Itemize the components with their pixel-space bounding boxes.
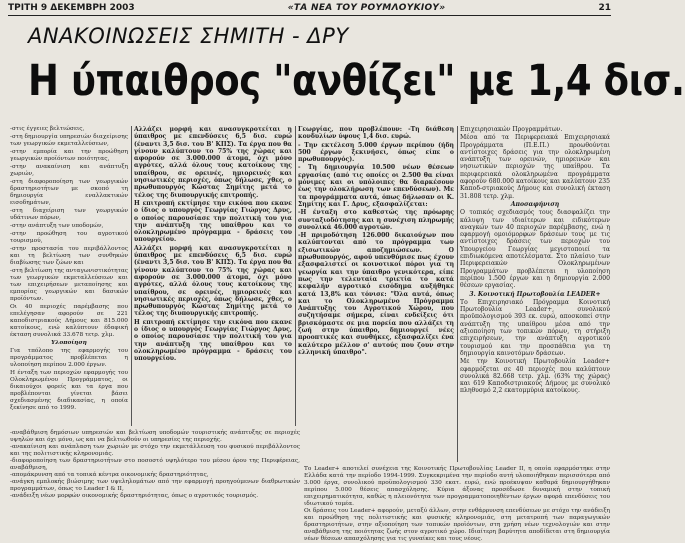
subheading: Υλοποίηση xyxy=(51,340,87,346)
paragraph: -ανάδειξη νέων μορφών οικονομικής δραστηριότητας, όπως ο αγροτικός τουρισμός. xyxy=(10,493,259,499)
paragraph: Η επιτροπή εκτίμησε την εικόνα που εκανε ο ίδιος ο υπουργός Γεωργίας Γιώργος Δρυς, ο οποίος παρουσίασε την πολιτική του για την ανάπτυξη της υπαίθρου και το ολοκληρωμένο πρόγραμμα - δράσεις του υπουργείου. xyxy=(134,318,292,363)
column-divider xyxy=(295,126,296,426)
paragraph: -αναβάθμιση δημόσιων υπηρεσιών και βελτίωση υποδομών τουριστικής ανάπτυξης σε περιοχές υψηλών και όχι μόνο, ως και να βελτιωθούν οι υπηρεσίες της περιοχής. xyxy=(10,430,300,443)
paragraph: Η ένταξη των περιοχών εφαρμογής του Ολοκληρωμένου Προγράμματος, οι δικαιούχοι φορείς και τα έργα που προβλέπονται γίνεται βάσει σχεδιασμένης διαδικασίας, η οποία ξεκίνησε από το 1999. xyxy=(10,370,128,411)
paragraph: - Την εκτέλεση 5.000 έργων περίπου (ήδη 500 έργων ξεκινήσει, όπως είπε ο πρωθυπουργός). xyxy=(298,141,454,164)
issue-date: ΤΡΙΤΗ 9 ΔΕΚΕΜΒΡΗ 2003 xyxy=(8,3,135,13)
paragraph: Το Leader+ αποτελεί συνέχεια της Κοινοτικής Πρωτοβουλίας Leader II, η οποία εφαρμόστηκε στην Ελλάδα κατά την περίοδο 1994-1999. Συγκεκριμένα την περίοδο αυτή υλοποιήθηκαν περισσότερα από 3.000 έργα, συνολικού προϋπολογισμού 330 εκατ. ευρώ, ενώ προέκυψαν καθαρά δημιουργήθηκαν περίπου 5.000 θέσεις απασχόλησης. Κύρια άξονας προσέδωσε δυναμική στην τοπική επιχειρηματικότητα, καθώς η πλειονότητα των προγραμματοποιηθέντων έργων αφορά επενδύσεις του ιδιωτικού τομέα. xyxy=(304,466,610,507)
newspaper-name: «ΤΑ ΝΕΑ ΤΟΥ ΡΟΥΜΛΟΥΚΙΟΥ» xyxy=(287,3,446,13)
paragraph: -ανάγκη εμπλοκής βιώσιμης των υψεληλομάτων από την εφαρμογή προηγούμενων διαθρωτικών προγραμμάτων, όπως το Leader I & II, xyxy=(10,479,300,492)
paragraph: Αλλάζει μορφή και ανασυγκροτείται η ύπαιθρος με επενδύσεις 6,5 δισ. ευρώ (έναντι 3,5 δισ. του Β' ΚΠΣ). Τα έργα που θα γίνουν καλύπτουν το 75% της χώρας και αφορούν σε 3.000.000 άτομα, όχι μόνο αγρότες, αλλά όλους τους κατοίκους της υπαίθρου, σε ορεινές, ημιορεινές και νησιωτικές περιοχές, όπως δήλωσε, χθες, ο πρωθυπουργός Κώστας Σημίτης μετά το τέλος της διυπουργικής επιτροπής. xyxy=(134,126,292,199)
text-column-2 xyxy=(134,126,292,426)
text-column-1 xyxy=(10,126,128,426)
paragraph: - Τη δημιουργία 10.500 νέων θέσεων εργασίας (από τις οποίες οι 2.500 θα είναι μόνιμες και οι υπόλοιπες θα διαρκέσουν έως την ολοκλήρωση των επενδύσεων). Με τα προγράμματα αυτά, όπως δήλωσαν οι Κ. Σημίτης και Γ. Δρυς, εξασφαλίζεται: xyxy=(298,164,454,208)
column-divider xyxy=(457,126,458,462)
paragraph: Γεωργίας, που προβλέπουν: -Τη διάθεση κονδυλίων ύψους 1,4 δισ. ευρώ. xyxy=(298,126,454,141)
paragraph: Το Επιχειρησιακό Πρόγραμμα Κοινοτική Πρωτοβουλία Leader+, συνολικού προϋπολογισμού 393 εκ. ευρώ, αποσκοπεί στην ανάπτυξη της υπαίθρου μέσα από την αξιοποίηση των τοπικών πόρων, τη στήριξη επιχειρήσεων, την ανάπτυξη αγροτικού τουρισμού και την προσπάθεια για τη δημιουργία καινοτόμων δράσεων. xyxy=(460,298,610,357)
paragraph: Οι δράσεις του Leader+ αφορούν, μεταξύ άλλων, στην ενθάρρυνση επενδύσεων με στόχο την ανάδειξη και προώθηση της πολιτιστικής και φυσικής κληρονομιάς, στη μετατροπή των παραγωγικών δραστηριοτήτων, στην αξιοποίηση των τοπικών προϊόντων, στη χρήση νέων τεχνολογιών και στην αναβάθμιση της ποιότητας ζωής στον αγροτικό χώρο. Ιδιαίτερη βαρύτητα αποδίδεται στη δημιουργία νέων θέσεων απασχόλησης για τις γυναίκες και τους νέους. xyxy=(304,508,610,542)
paragraph: -στη βελτίωση της ανταγωνιστικότητας των γεωργικών εκμεταλλεύσεων και των επιχειρήσεων μεταποίησης και εμπορίας γεωργικών και δασικών προϊόντων. xyxy=(10,268,128,302)
page-header xyxy=(8,2,611,16)
paragraph: Οι 40 περιοχές παρέμβασης που επελέγησαν αφορούν σε 221 καποδιστριακούς Δήμους και 815.000 κατοίκους, ενώ καλύπτουν έδαφική έκταση συνολικά 33.678 τετρ. χλμ. xyxy=(10,304,128,338)
column-divider xyxy=(131,126,132,426)
paragraph: -στην ανάπτυξη των υποδομών, xyxy=(10,223,104,229)
paragraph: -ανακαίνιση και ανάπλαση των χωριών με στόχο την εκμετάλλευση του φυσικού περιβάλλοντος και της πολιτιστικής κληρονομιάς. xyxy=(10,444,300,457)
page-number: 21 xyxy=(598,3,611,13)
paragraph: -στην εμπορία και την προώθηση γεωργικών προϊόντων ποιότητας, xyxy=(10,149,128,162)
paragraph: -στην προώθηση του αγροτικού τουρισμού, xyxy=(10,231,128,244)
paragraph: -διαφοροποίηση των δραστηριοτήτων στο ποσοστό υψηλότερο του μέσου όρου της Περιφέρειας, αναβάθμιση, xyxy=(10,458,300,471)
subheading: Αποσαφήνιση xyxy=(510,200,560,208)
article-headline: Η ύπαιθρος "ανθίζει" με 1,4 δισ. xyxy=(28,56,685,106)
paragraph: Με την Κοινοτική Πρωτοβουλία Leader+ εφαρμόζεται σε 40 περιοχές που καλύπτουν συνολικά 82.668 τετρ. χλμ. (63% της χώρας) και 619 Καποδιστριακούς Δήμους με συνολικό πληθυσμό 2,2 εκατομμύρια κατοίκους. xyxy=(460,358,610,395)
text-column-4 xyxy=(460,126,610,462)
paragraph: -Η πριμοδότηση 126.000 δικαιούχων που καλύπτονται από το πρόγραμμα των εξισωτικών αποζημιώσεων. Ο πρωθυπουργός, αφού υπενθύμισε πως έχουν εξασφαλιστεί οι κοινοτικοί πόροι για τη γεωργία και την ύπαιθρο γενικότερα, είπε πως την τελευταία τριετία το κατά κεφαλήν αγροτικό εισόδημα αυξήθηκε κατά 13,8% και τόνισε: "Όλα αυτά, όπως και το Ολοκληρωμένο Πρόγραμμα Ανάπτυξης του Αγροτικού Χώρου, που συζητήσαμε σήμερα, είναι ενδείξεις ότι βρισκόμαστε σε μια πορεία που αλλάζει τη ζωή στην ύπαιθρο, δημιουργεί νέες προοπτικές και συνθήκες, εξασφαλίζει ένα καλύτερο μέλλον σ' αυτούς που ζουν στην ελληνική ύπαιθρο". xyxy=(298,232,454,356)
paragraph: Ο τοπικός σχεδιασμός τους διασφαλίζει την κάλυψη των ιδιαίτερων και ειδικότερων αναγκών των 40 περιοχών παρέμβασης, ενώ η εφαρμογή ομοιόμορφων δράσεων τους με τις αντίστοιχες δράσεις των περιοχών του Υπουργείου Γεωργίας μεγιστοποιεί τα επιδιωκόμενα αποτελέσματα. Στο πλαίσιο των Περιφερειακών Ολοκληρωμένων Προγραμμάτων προβλέπεται η υλοποίηση περίπου 1.500 έργων και η δημιουργία 2.000 θέσεων εργασίας. xyxy=(460,209,610,290)
paragraph: Επιχειρησιακών Προγραμμάτων. xyxy=(460,126,563,133)
paragraph: -στις έγγειες βελτιώσεις, xyxy=(10,126,85,132)
paragraph: Η επιτροπή εκτίμησε την εικόνα που εκανε ο ίδιος ο υπουργός Γεωργίας Γιώργος Δρυς, ο οποίος παρουσίασε την πολιτική του για την ανάπτυξη της υπαίθρου και το ολοκληρωμένο πρόγραμμα - δράσεις του υπουργείου. xyxy=(134,199,292,244)
paragraph: Για τπόλοπο της εφαρμογής του προγράμματος προβλέπεται η υλοποίηση περίπου 2.000 έργων. xyxy=(10,348,128,368)
paragraph: -απομάκρυνση από τα τοπικά κέντρα οικονομικής δραστηριότητας, xyxy=(10,472,209,478)
paragraph: -στην ανακαίνιση και ανάπτυξη χωριών, xyxy=(10,164,128,177)
bottom-left-text xyxy=(10,430,300,520)
subheading: 3. Κοινοτική Πρωτοβουλία LEADER+ xyxy=(469,290,601,298)
paragraph: -Η ένταξη στο καθεστώς της πρόωρης συνταξιοδότησης και η συνέχιση πληρωμής συνολικά 46.000 αγροτών. xyxy=(298,209,454,231)
bottom-right-text xyxy=(304,466,610,542)
paragraph: -στη διαχείριση των γεωργικών υδάτινων πόρων, xyxy=(10,208,128,221)
article-kicker: ΑΝΑΚΟΙΝΩΣΕΙΣ ΣΗΜΙΤΗ - ΔΡΥ xyxy=(28,24,349,48)
text-column-3 xyxy=(298,126,454,462)
paragraph: -στην προστασία του περιβάλλοντος και τη βελτίωση των συνθηκών διαβίωσης των ζώων και xyxy=(10,246,128,266)
paragraph: Μέσα από τα Περιφερειακά Επιχειρησιακά Προγράμματα (Π.Ε.Π.) προωθούνται αντίστοιχες δράσεις για την ολοκληρωμένη ανάπτυξη των ορεινών, ημιορεινών και νησιωτικών περιοχών της υπαίθρου. Τα περιφερειακά ολοκληρωμένα προγράμματα αφορούν 680.000 κατοίκους και καλύπτουν 235 Καποδ-στριακούς Δήμους και συνολική έκταση 31.808 τετρ. χλμ. xyxy=(460,134,610,200)
paragraph: -στη διαφοροποίηση των γεωργικών δραστηριοτήτων με σκοπό τη δημιουργία εναλλακτικών εισοδημάτων, xyxy=(10,179,128,206)
paragraph: Αλλάζει μορφή και ανασυγκροτείται η ύπαιθρος με επενδύσεις 6,5 δισ. ευρώ (έναντι 3,5 δισ. του Β' ΚΠΣ). Τα έργα που θα γίνουν καλύπτουν το 75% της χώρας και αφορούν σε 3.000.000 άτομα, όχι μόνο αγρότες, αλλά όλους τους κατοίκους της υπαίθρου, σε ορεινές, ημιορεινές και νησιωτικές περιοχές, όπως δήλωσε, χθες, ο πρωθυπουργός Κώστας Σημίτης μετά το τέλος της διυπουργικής επιτροπής. xyxy=(134,244,292,318)
paragraph: -στη δημιουργία υπηρεσιών διαχείρισης των γεωργικών εκμεταλλεύσεων, xyxy=(10,134,128,147)
